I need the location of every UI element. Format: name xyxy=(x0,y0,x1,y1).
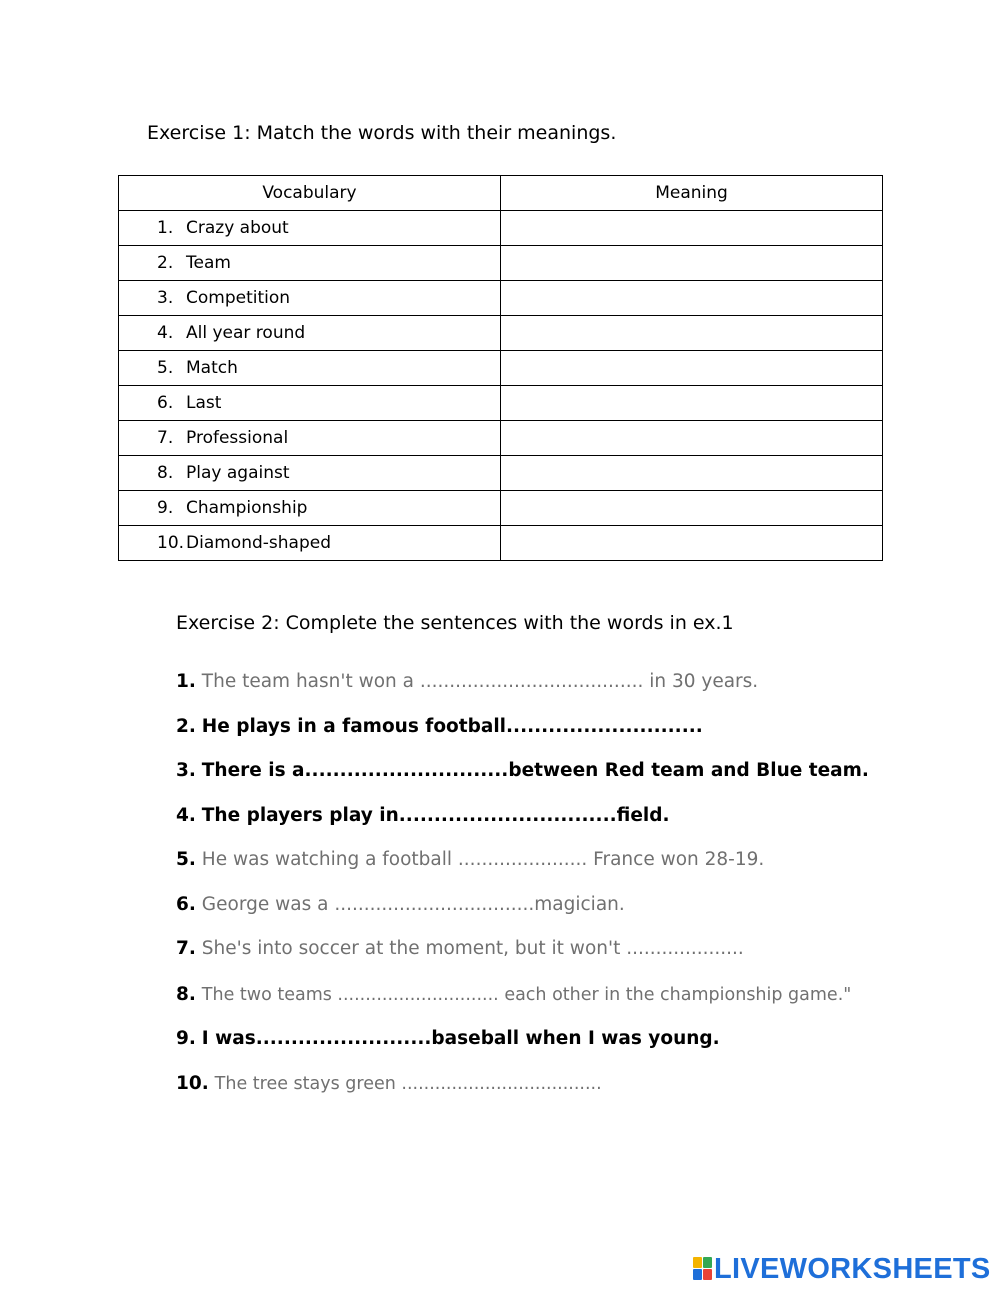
sentence-number: 7. xyxy=(176,938,196,959)
vocab-word: Competition xyxy=(186,288,291,308)
vocabulary-header: Vocabulary xyxy=(119,176,501,211)
sentence-5 xyxy=(176,849,764,870)
sentence-10 xyxy=(176,1073,602,1094)
vocab-word: Crazy about xyxy=(186,218,289,238)
logo-square xyxy=(703,1257,712,1268)
row-number: 2. xyxy=(157,253,174,273)
row-number: 6. xyxy=(157,393,174,413)
sentence-7 xyxy=(176,938,744,959)
vocab-cell xyxy=(119,421,501,456)
vocab-cell xyxy=(119,281,501,316)
sentence-number: 3. xyxy=(176,760,196,781)
sentence-number: 10. xyxy=(176,1073,209,1094)
table-row xyxy=(119,491,883,526)
logo-square xyxy=(703,1269,712,1280)
sentence-text: The team hasn't won a ...................................... in 30 years. xyxy=(201,671,759,692)
vocab-word: All year round xyxy=(186,323,306,343)
sentence-number: 2. xyxy=(176,716,196,737)
row-number: 9. xyxy=(157,498,174,518)
vocab-cell xyxy=(119,526,501,561)
vocab-cell xyxy=(119,211,501,246)
table-header-row xyxy=(119,176,883,211)
vocab-word: Professional xyxy=(186,428,289,448)
vocabulary-table xyxy=(118,175,883,561)
meaning-cell[interactable] xyxy=(501,421,883,456)
table-row xyxy=(119,456,883,491)
logo-text: LIVEWORKSHEETS xyxy=(714,1252,991,1285)
row-number: 5. xyxy=(157,358,174,378)
liveworksheets-logo[interactable] xyxy=(693,1254,991,1284)
meaning-cell[interactable] xyxy=(501,246,883,281)
sentence-text: George was a ..................................magician. xyxy=(201,894,625,915)
sentence-3 xyxy=(176,760,869,781)
vocab-cell xyxy=(119,316,501,351)
sentence-8 xyxy=(176,984,851,1005)
sentence-number: 6. xyxy=(176,894,196,915)
sentence-9 xyxy=(176,1028,720,1049)
sentence-text: I was.........................baseball when I was young. xyxy=(201,1028,720,1049)
row-number: 3. xyxy=(157,288,174,308)
table-row xyxy=(119,211,883,246)
vocab-cell xyxy=(119,246,501,281)
sentence-text: She's into soccer at the moment, but it won't .................... xyxy=(201,938,744,959)
sentence-text: The two teams ............................. each other in the championship game." xyxy=(201,985,852,1005)
sentence-text: There is a.............................between Red team and Blue team. xyxy=(201,760,869,781)
vocab-word: Match xyxy=(186,358,238,378)
logo-square xyxy=(693,1257,702,1268)
vocab-word: Team xyxy=(186,253,231,273)
table-row xyxy=(119,316,883,351)
sentence-1 xyxy=(176,671,758,692)
meaning-cell[interactable] xyxy=(501,526,883,561)
logo-square xyxy=(693,1269,702,1280)
meaning-header: Meaning xyxy=(501,176,883,211)
sentence-number: 9. xyxy=(176,1028,196,1049)
row-number: 7. xyxy=(157,428,174,448)
vocab-word: Diamond-shaped xyxy=(186,533,331,553)
row-number: 1. xyxy=(157,218,174,238)
sentence-text: The tree stays green .................................... xyxy=(214,1074,602,1094)
sentence-number: 1. xyxy=(176,671,196,692)
meaning-cell[interactable] xyxy=(501,211,883,246)
logo-mark-icon xyxy=(693,1257,712,1281)
table-row xyxy=(119,246,883,281)
row-number: 4. xyxy=(157,323,174,343)
meaning-cell[interactable] xyxy=(501,386,883,421)
sentence-text: The players play in...............................field. xyxy=(201,805,670,826)
row-number: 10. xyxy=(157,533,185,553)
meaning-cell[interactable] xyxy=(501,316,883,351)
vocab-word: Play against xyxy=(186,463,290,483)
vocab-word: Championship xyxy=(186,498,308,518)
sentence-number: 4. xyxy=(176,805,196,826)
exercise-2-title: Exercise 2: Complete the sentences with the words in ex.1 xyxy=(176,612,734,634)
row-number: 8. xyxy=(157,463,174,483)
table-row xyxy=(119,421,883,456)
sentence-4 xyxy=(176,805,670,826)
vocab-cell xyxy=(119,491,501,526)
table-row xyxy=(119,351,883,386)
sentence-number: 8. xyxy=(176,984,196,1005)
sentence-text: He was watching a football ...................... France won 28-19. xyxy=(201,849,765,870)
table-row xyxy=(119,526,883,561)
meaning-cell[interactable] xyxy=(501,351,883,386)
sentence-text: He plays in a famous football............................ xyxy=(201,716,703,737)
meaning-cell[interactable] xyxy=(501,281,883,316)
vocab-cell xyxy=(119,351,501,386)
sentence-number: 5. xyxy=(176,849,196,870)
vocab-cell xyxy=(119,456,501,491)
sentence-2 xyxy=(176,716,703,737)
exercise-1-title: Exercise 1: Match the words with their meanings. xyxy=(147,122,617,144)
meaning-cell[interactable] xyxy=(501,491,883,526)
table-row xyxy=(119,386,883,421)
table-row xyxy=(119,281,883,316)
vocab-word: Last xyxy=(186,393,222,413)
meaning-cell[interactable] xyxy=(501,456,883,491)
sentence-6 xyxy=(176,894,625,915)
vocab-cell xyxy=(119,386,501,421)
